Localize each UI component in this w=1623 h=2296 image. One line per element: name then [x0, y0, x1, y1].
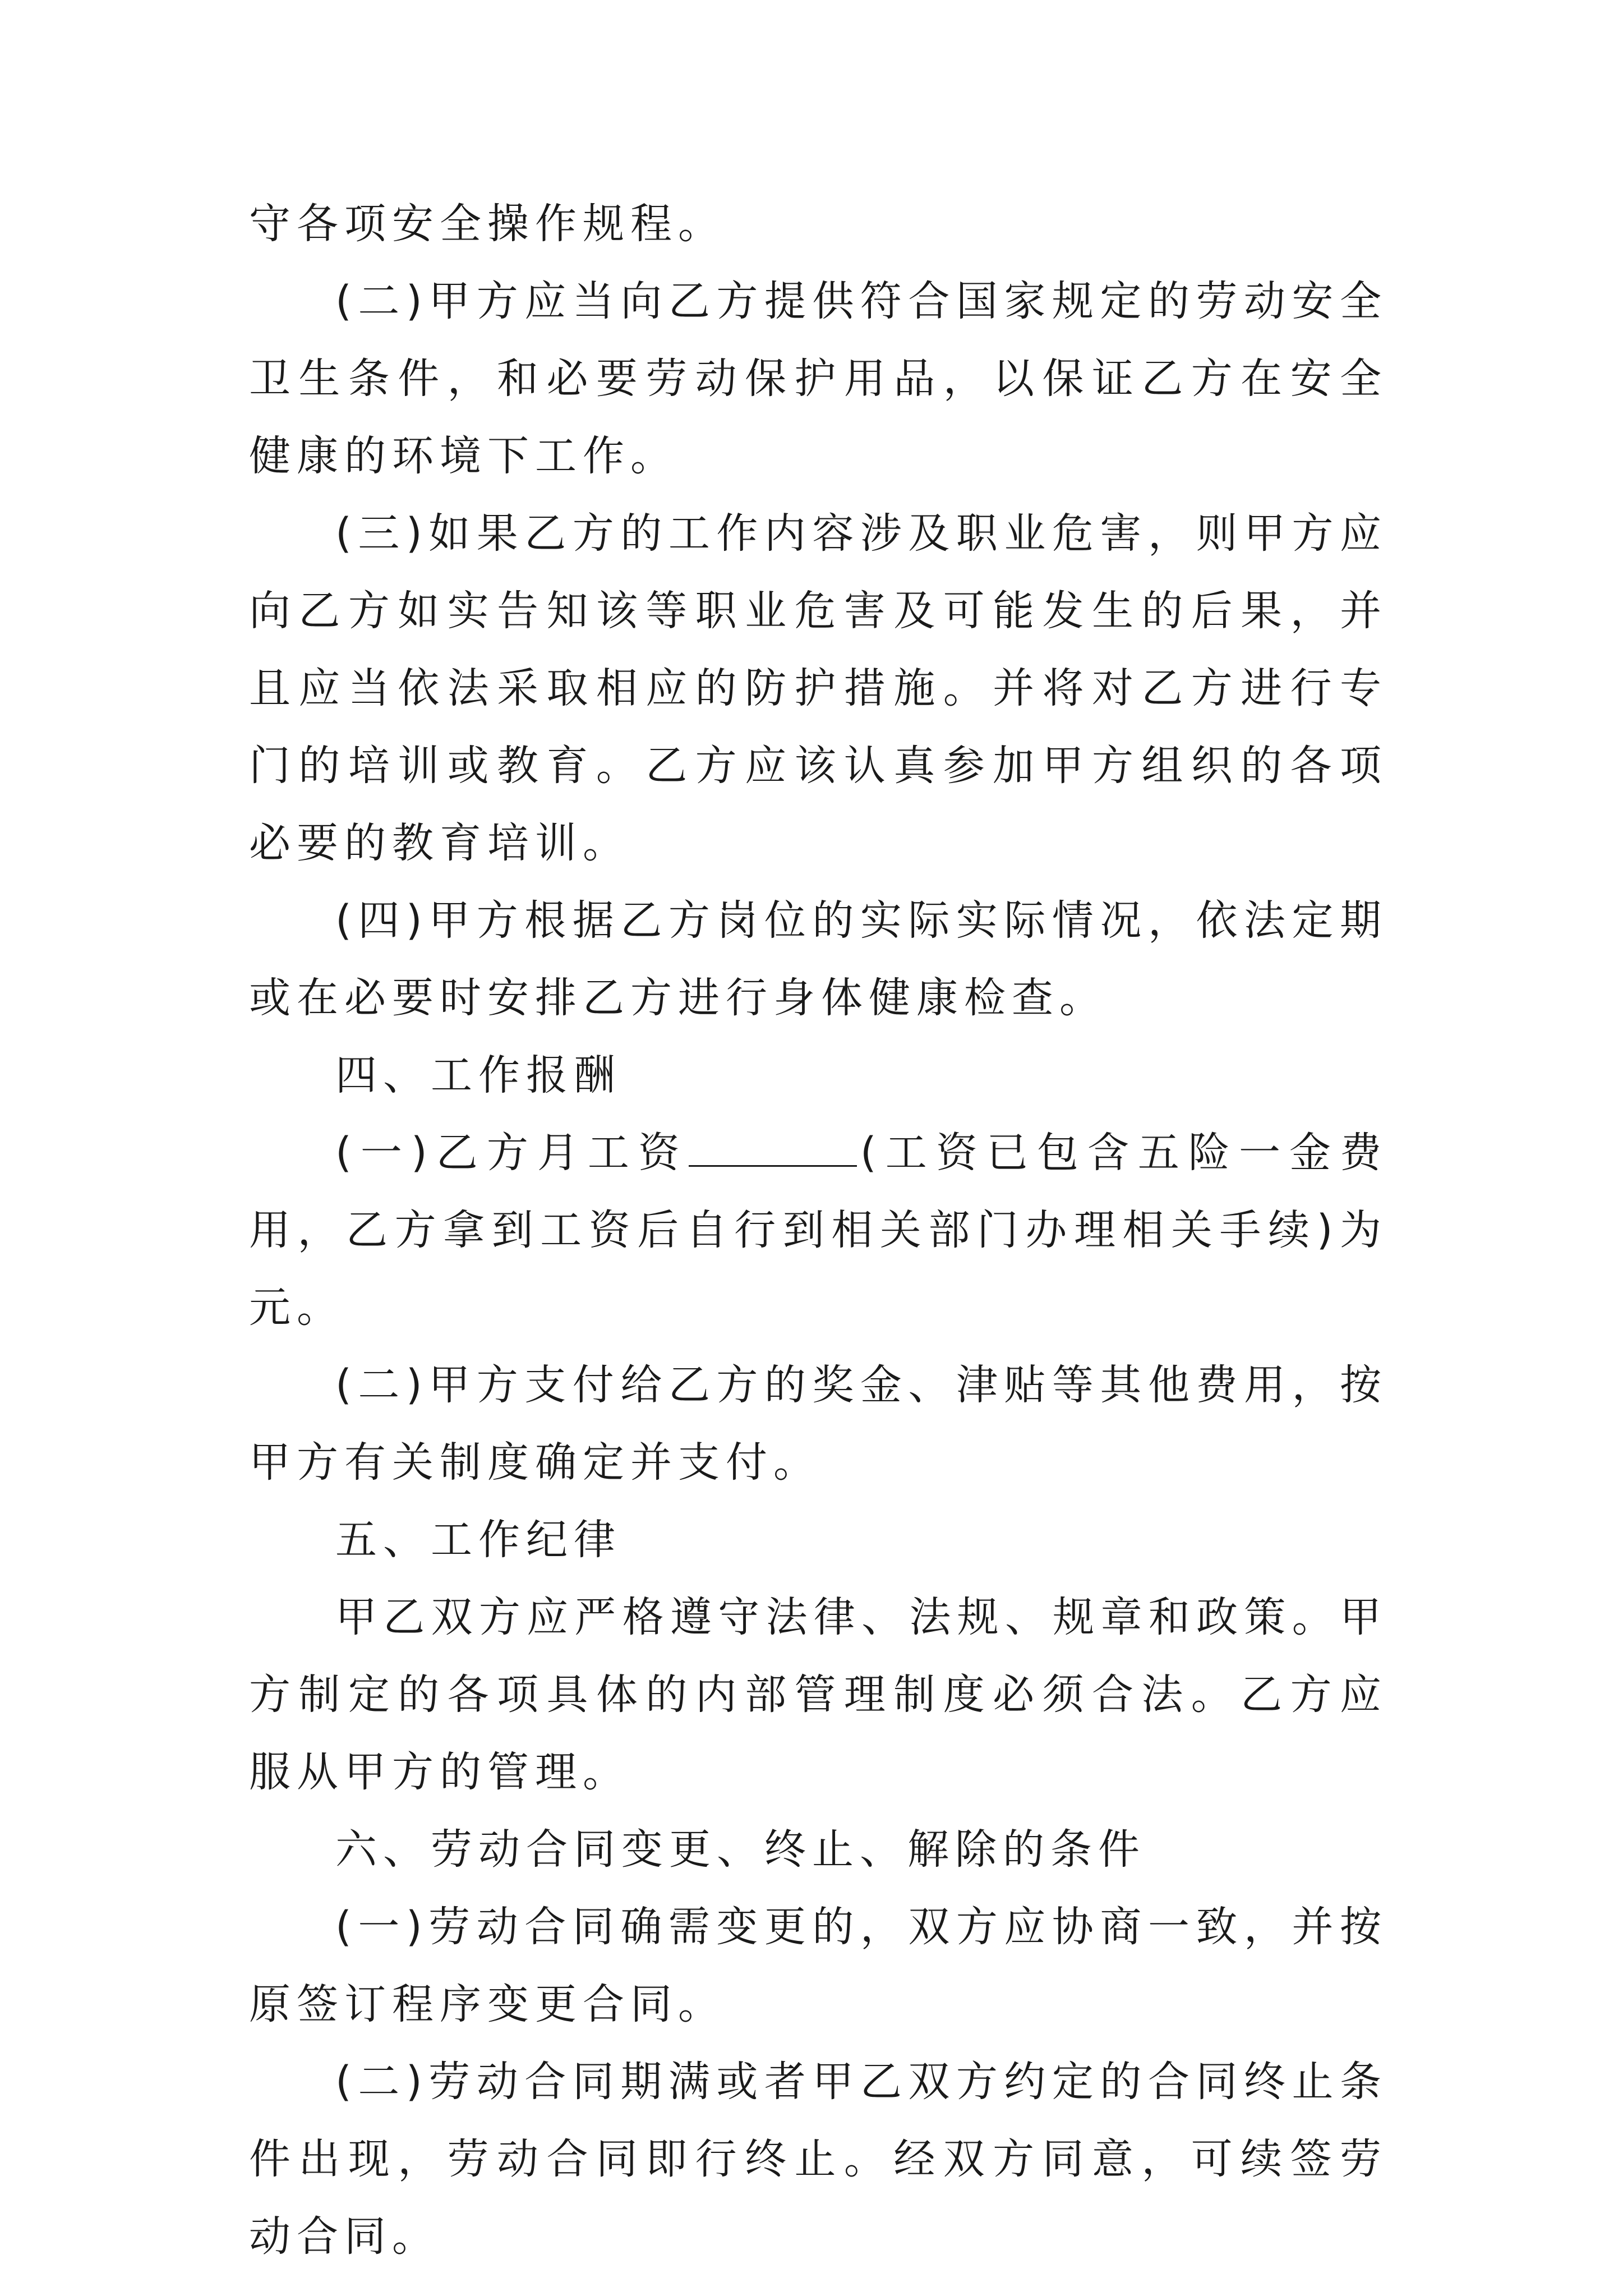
salary-text-after-blank: (工资已包含五险一金费用，乙方拿到工资后自行到相关部门办理相关手续)为元。 — [249, 1129, 1387, 1332]
paragraph-discipline: 甲乙双方应严格遵守法律、法规、规章和政策。甲方制定的各项具体的内部管理制度必须合法。乙方应服从甲方的管理。 — [249, 1593, 1387, 1796]
section-heading-discipline: 五、工作纪律 — [335, 1516, 621, 1564]
paragraph-safety-conditions: (二)甲方应当向乙方提供符合国家规定的劳动安全卫生条件，和必要劳动保护用品，以保证乙方在安全健康的环境下工作。 — [249, 277, 1387, 480]
paragraph-occupational-hazards: (三)如果乙方的工作内容涉及职业危害，则甲方应向乙方如实告知该等职业危害及可能发生的后果，并且应当依法采取相应的防护措施。并将对乙方进行专门的培训或教育。乙方应该认真参加甲方组织的各项必要的教育培训。 — [249, 509, 1387, 867]
salary-blank-line — [689, 1132, 857, 1167]
paragraph-health-check: (四)甲方根据乙方岗位的实际实际情况，依法定期或在必要时安排乙方进行身体健康检查。 — [249, 896, 1387, 1022]
paragraph-bonuses: (二)甲方支付给乙方的奖金、津贴等其他费用，按甲方有关制度确定并支付。 — [249, 1361, 1387, 1487]
paragraph-monthly-salary — [249, 1114, 1387, 1346]
paragraph-contract-termination: (二)劳动合同期满或者甲乙双方约定的合同终止条件出现，劳动合同即行终止。经双方同意，可续签劳动合同。 — [249, 2058, 1387, 2261]
paragraph-safety-rules-continued: 守各项安全操作规程。 — [249, 200, 726, 248]
paragraph-contract-change: (一)劳动合同确需变更的，双方应协商一致，并按原签订程序变更合同。 — [249, 1903, 1387, 2028]
document-body — [249, 185, 1387, 2275]
section-heading-remuneration: 四、工作报酬 — [335, 1051, 621, 1099]
section-heading-contract-change: 六、劳动合同变更、终止、解除的条件 — [335, 1825, 1146, 1874]
salary-text-before-blank: (一)乙方月工资 — [335, 1129, 689, 1177]
